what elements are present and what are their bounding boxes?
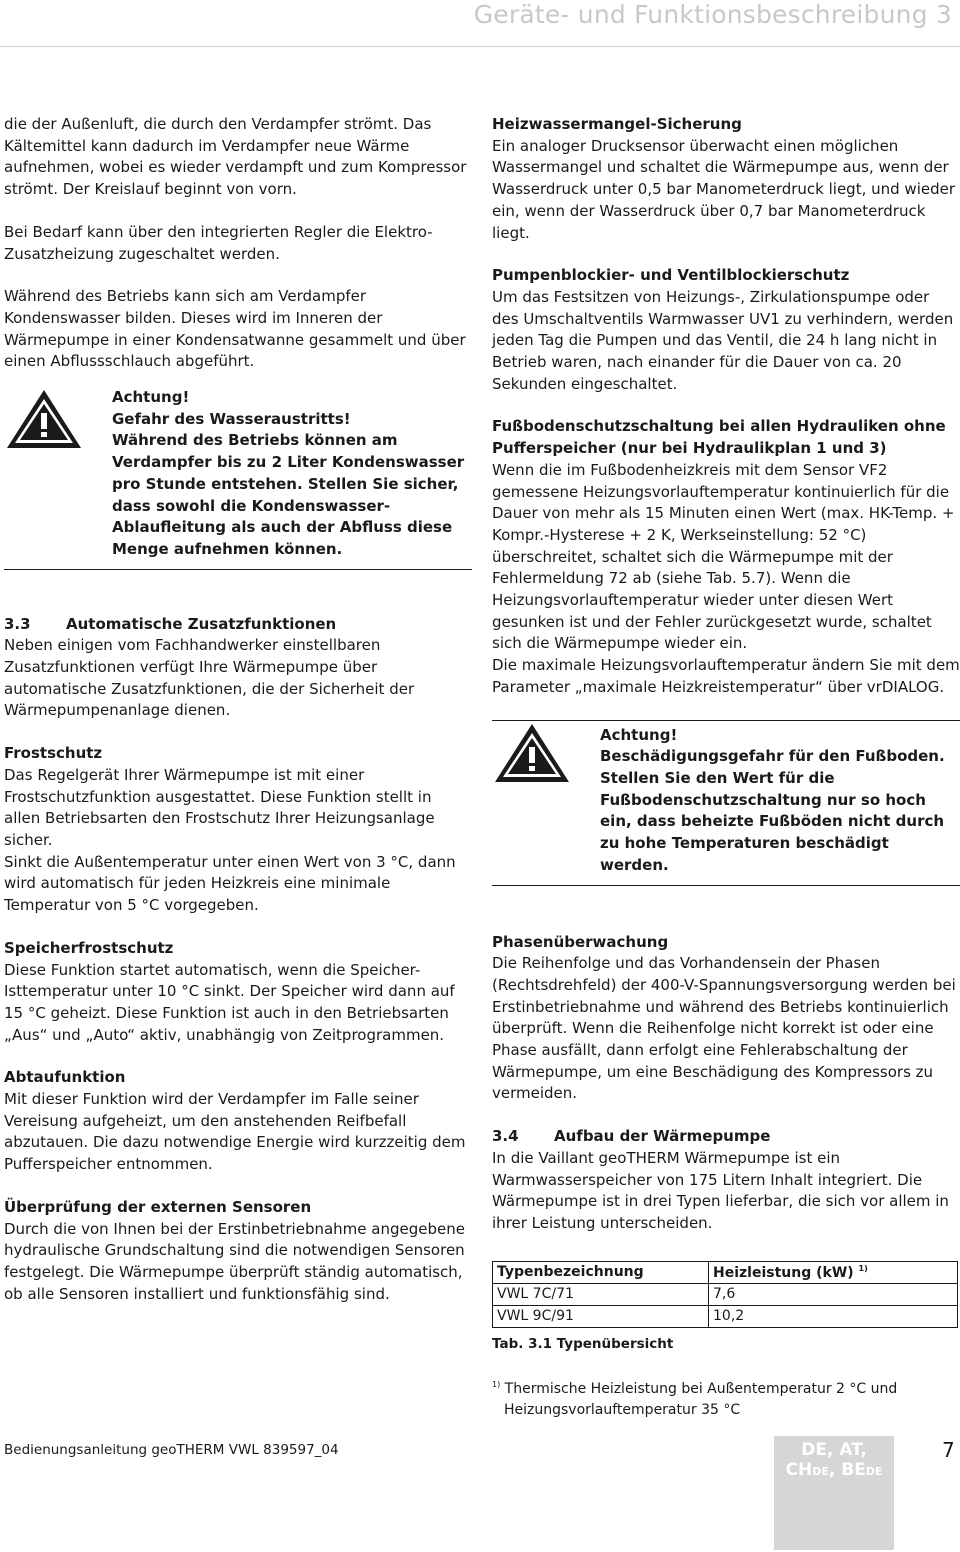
section-heading [492,1126,960,1148]
section-intro: In die Vaillant geoTHERM Wärmepumpe ist ein Warmwasserspeicher von 175 Litern Inhalt integriert. Die Wärmepumpe ist in drei Typen lieferbar, die sich vor allem in ihrer Leistung unterscheiden. [492,1148,949,1232]
block-heading: Fußbodenschutzschaltung bei allen Hydrauliken ohne Pufferspeicher (nur bei Hydraulikplan 1 und 3) [492,417,946,458]
warning-note-water-leak [4,387,472,570]
paragraph-refrigerant-cycle: die der Außenluft, die durch den Verdampfer strömt. Das Kältemittel kann dadurch im Verdampfer neue Wärme aufnehmen, wobei es wieder verdampft und zum Kompressor strömt. Der Kreislauf beginnt von vorn. [4,115,467,199]
block-text: Die Reihenfolge und das Vorhandensein der Phasen (Rechtsdrehfeld) der 400-V-Spannungsversorgung werden bei Erstinbetriebnahme und während des Betriebs kontinuierlich überprüft. Wenn die Reihenfolge nicht korrekt ist oder eine Phase ausfällt, dann erfolgt eine Fehlerabschaltung der Wärmepumpe, um eine Beschädigung des Kompressors zu vermeiden. [492,954,956,1103]
warning-label: Achtung! [600,725,678,744]
section-number: 3.3 [4,614,31,633]
table-cell: VWL 7C/71 [493,1283,709,1305]
paragraph-condensate: Während des Betriebs kann sich am Verdampfer Kondenswasser bilden. Dieses wird im Inneren der Wärmepumpe in einer Kondensatwanne gesammelt und über einen Abflussschlauch abgeführt. [4,287,466,371]
table-header-label: Heizleistung (kW) [713,1264,854,1281]
country-code-sub: DE [812,1465,829,1478]
block-abtaufunktion [4,1067,472,1176]
block-heading: Phasenüberwachung [492,932,669,951]
block-text: Die maximale Heizungsvorlauftemperatur ändern Sie mit dem Parameter „maximale Heizkreistemperatur“ über vrDIALOG. [492,656,960,696]
block-speicherfrostschutz [4,938,472,1047]
warning-label: Achtung! [112,388,190,407]
table-row [493,1305,958,1327]
block-text: Sinkt die Außentemperatur unter einen Wert von 3 °C, dann wird automatisch für jeden Heizkreis eine minimale Temperatur von 5 °C vorgegeben. [4,852,456,915]
block-pumpenblockierschutz [492,265,960,395]
block-frostschutz [4,743,472,917]
section-3-3 [4,614,472,723]
paragraph-electric-heater: Bei Bedarf kann über den integrierten Regler die Elektro-Zusatzheizung zugeschaltet werden. [4,222,433,263]
page-header-title: Geräte- und Funktionsbeschreibung 3 [473,0,952,29]
footnote-marker: 1) [492,1379,501,1389]
block-text: Um das Festsitzen von Heizungs-, Zirkulationspumpe oder des Umschaltventils Warmwasser UV1 zu verhindern, werden jeden Tag die Pumpen und das Ventil, die 24 h lang nicht in Betrieb waren, nach einander für die Dauer von ca. 20 Sekunden eingeschaltet. [492,287,954,393]
country-code: , BE [828,1460,866,1480]
country-code-sub: DE [865,1465,883,1478]
table-header-cell [709,1261,958,1283]
section-heading [4,614,472,636]
footer-document-title: Bedienungsanleitung geoTHERM VWL 839597_04 [4,1442,339,1458]
block-heading: Überprüfung der externen Sensoren [4,1197,312,1216]
warning-title: Gefahr des Wasseraustritts! [112,409,351,428]
section-title: Aufbau der Wärmepumpe [554,1127,771,1146]
table-caption: Tab. 3.1 Typenübersicht [492,1335,674,1352]
table-header-cell: Typenbezeichnung [493,1261,709,1283]
warning-note-text [112,387,472,561]
section-3-4 [492,1126,960,1235]
section-number: 3.4 [492,1127,519,1146]
block-text: Mit dieser Funktion wird der Verdampfer im Falle seiner Vereisung aufgeheizt, um den anstehenden Reifbefall abzutauen. Die dazu notwendige Energie wird kurzzeitig dem Pufferspeicher entnommen. [4,1090,466,1174]
left-column [4,114,472,1326]
block-text: Diese Funktion startet automatisch, wenn die Speicher-Isttemperatur unter 10 °C sinkt. Der Speicher wird dann auf 15 °C geheizt. Diese Funktion ist auch in den Betriebsarten „Aus“ und „Auto“ aktiv, unabhängig von Zeitprogrammen. [4,960,455,1044]
table-cell: VWL 9C/91 [493,1305,709,1327]
country-codes-line-2 [774,1460,894,1482]
block-heading: Frostschutz [4,744,103,763]
warning-triangle-icon [492,721,572,785]
block-heading: Speicherfrostschutz [4,938,174,957]
block-heading: Abtaufunktion [4,1068,126,1087]
block-text: Das Regelgerät Ihrer Wärmepumpe ist mit einer Frostschutzfunktion ausgestattet. Diese Funktion stellt in allen Betriebsarten den Frostschutz Ihrer Heizungsanlage sicher. [4,765,435,849]
table-header-row [493,1261,958,1283]
country-code: CH [785,1460,813,1480]
footnote-text: Thermische Heizleistung bei Außentemperatur 2 °C und Heizungsvorlauftemperatur 35 °C [504,1380,898,1419]
table-cell: 10,2 [709,1305,958,1327]
right-column [492,114,960,1422]
warning-note-floor-damage [492,720,960,886]
section-intro: Neben einigen vom Fachhandwerker einstellbaren Zusatzfunktionen verfügt Ihre Wärmepumpe über automatische Zusatzfunktionen, die der Sicherheit der Wärmepumpenanlage dienen. [4,636,415,720]
block-text: Ein analoger Drucksensor überwacht einen möglichen Wassermangel und schaltet die Wärmepumpe aus, wenn der Wasserdruck unter 0,5 bar Manometerdruck liegt, und wieder ein, wenn der Wasserdruck über 0,7 bar Manometerdruck liegt. [492,136,956,242]
page-number: 7 [942,1438,955,1462]
block-heizwassermangel [492,114,960,244]
block-fussbodenschutz [492,416,960,698]
section-title: Automatische Zusatzfunktionen [66,614,337,633]
table-row [493,1283,958,1305]
warning-body: Während des Betriebs können am Verdampfer bis zu 2 Liter Kondenswasser pro Stunde entstehen. Stellen Sie sicher, dass sowohl die Kondenswasser-Ablaufleitung als auch der Abfluss diese Menge aufnehmen können. [112,431,465,558]
block-phasenueberwachung [492,932,960,1106]
country-codes-line-1: DE, AT, [801,1440,867,1460]
country-code-box [774,1436,894,1550]
warning-body: Beschädigungsgefahr für den Fußboden. Stellen Sie den Wert für die Fußbodenschutzschaltung nur so hoch ein, dass beheizte Fußböden nicht durch zu hohe Temperaturen beschädigt werden. [600,747,945,874]
warning-triangle-icon [4,387,84,451]
warning-note-text [600,725,960,877]
block-text: Durch die von Ihnen bei der Erstinbetriebnahme angegebene hydraulische Grundschaltung sind die notwendigen Sensoren festgelegt. Die Wärmepumpe überprüft ständig automatisch, ob alle Sensoren installiert und funktionsfähig sind. [4,1219,465,1303]
footnote-marker: 1) [858,1263,868,1273]
table-cell: 7,6 [709,1283,958,1305]
footnote [492,1374,960,1422]
type-overview-table [492,1261,958,1328]
header-divider [0,46,960,47]
block-text: Wenn die im Fußbodenheizkreis mit dem Sensor VF2 gemessene Heizungsvorlauftemperatur kontinuierlich für die Dauer von mehr als 15 Minuten einen Wert (max. HK-Temp. + Kompr.-Hysterese + 2 K, Werkseinstellung: 52 °C) überschreitet, schaltet sich die Wärmepumpe mit der Fehlermeldung 72 ab (siehe Tab. 5.7). Wenn die Heizungsvorlauftemperatur wieder unter diesen Wert gesunken ist und der Fehler zurückgesetzt wurde, schaltet sich die Wärmepumpe wieder ein. [492,460,955,653]
block-heading: Pumpenblockier- und Ventilblockierschutz [492,266,850,285]
block-sensor-check [4,1197,472,1306]
block-heading: Heizwassermangel-Sicherung [492,115,742,133]
